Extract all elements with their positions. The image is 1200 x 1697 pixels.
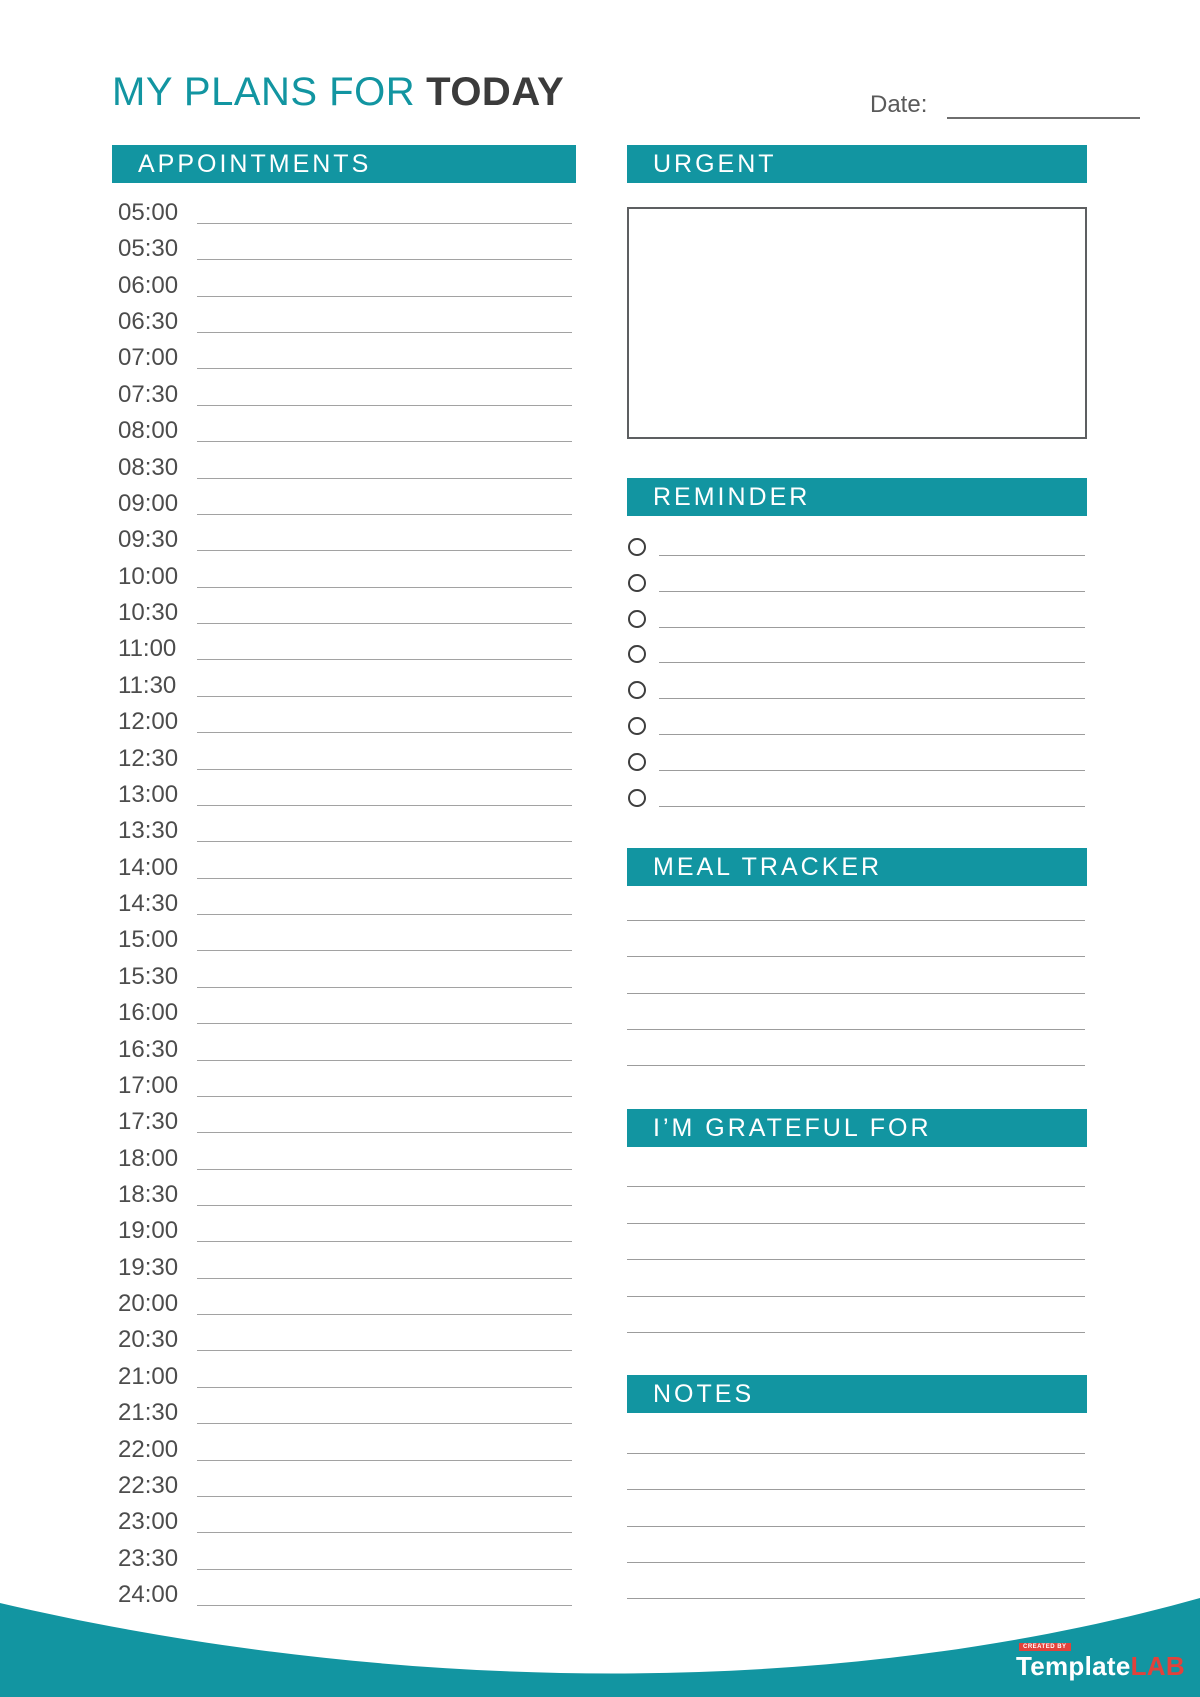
urgent-box[interactable] bbox=[627, 207, 1087, 439]
appointment-row bbox=[112, 1068, 576, 1104]
appointment-row bbox=[112, 1577, 576, 1613]
appointment-row bbox=[112, 886, 576, 922]
time-label: 18:30 bbox=[118, 1180, 179, 1208]
appointment-line[interactable] bbox=[197, 1169, 572, 1170]
time-label: 18:00 bbox=[118, 1144, 179, 1172]
appointment-row bbox=[112, 777, 576, 813]
time-label: 05:00 bbox=[118, 199, 179, 226]
urgent-header: URGENT bbox=[627, 145, 1087, 183]
appointment-line[interactable] bbox=[197, 1278, 572, 1279]
reminder-row bbox=[627, 636, 1087, 672]
reminder-line[interactable] bbox=[659, 734, 1085, 735]
time-label: 10:30 bbox=[118, 599, 179, 627]
appointment-line[interactable] bbox=[197, 1314, 572, 1315]
time-label: 09:30 bbox=[118, 526, 179, 554]
templatelab-logo bbox=[1016, 1636, 1185, 1679]
reminder-line[interactable] bbox=[659, 591, 1085, 592]
appointment-line[interactable] bbox=[197, 259, 572, 260]
time-label: 12:30 bbox=[118, 744, 179, 772]
appointment-row bbox=[112, 1177, 576, 1213]
grateful-line[interactable] bbox=[627, 1259, 1085, 1260]
appointment-line[interactable] bbox=[197, 550, 572, 551]
time-label: 14:00 bbox=[118, 853, 179, 881]
reminder-row bbox=[627, 780, 1087, 816]
reminder-bullet-circle[interactable] bbox=[628, 574, 646, 592]
time-label: 16:00 bbox=[118, 999, 179, 1027]
reminder-bullet-circle[interactable] bbox=[628, 753, 646, 771]
notes-line[interactable] bbox=[627, 1453, 1085, 1454]
reminder-row bbox=[627, 708, 1087, 744]
appointment-row bbox=[112, 631, 576, 667]
appointment-row bbox=[112, 1359, 576, 1395]
time-label: 06:30 bbox=[118, 308, 179, 336]
reminder-header: REMINDER bbox=[627, 478, 1087, 516]
appointment-line[interactable] bbox=[197, 368, 572, 369]
appointment-row bbox=[112, 559, 576, 595]
appointment-line[interactable] bbox=[197, 1460, 572, 1461]
reminder-bullet-circle[interactable] bbox=[628, 645, 646, 663]
appointment-line[interactable] bbox=[197, 1205, 572, 1206]
page-title-bold: TODAY bbox=[426, 70, 565, 114]
reminder-bullet-circle[interactable] bbox=[628, 717, 646, 735]
appointment-line[interactable] bbox=[197, 223, 572, 224]
appointment-row bbox=[112, 1213, 576, 1249]
appointment-row bbox=[112, 741, 576, 777]
time-label: 23:00 bbox=[118, 1508, 179, 1536]
appointment-row bbox=[112, 668, 576, 704]
appointment-line[interactable] bbox=[197, 478, 572, 479]
appointment-row bbox=[112, 1468, 576, 1504]
reminder-line[interactable] bbox=[659, 555, 1085, 556]
appointment-line[interactable] bbox=[197, 1387, 572, 1388]
appointment-row bbox=[112, 704, 576, 740]
appointment-line[interactable] bbox=[197, 623, 572, 624]
time-label: 16:30 bbox=[118, 1035, 179, 1063]
page-title-regular: MY PLANS FOR bbox=[112, 70, 416, 114]
appointment-line[interactable] bbox=[197, 1241, 572, 1242]
appointment-line[interactable] bbox=[197, 1605, 572, 1606]
time-label: 22:30 bbox=[118, 1471, 179, 1499]
appointment-row bbox=[112, 377, 576, 413]
meal-line[interactable] bbox=[627, 1065, 1085, 1066]
time-label: 17:30 bbox=[118, 1108, 179, 1136]
appointment-line[interactable] bbox=[197, 950, 572, 951]
time-label: 09:00 bbox=[118, 489, 179, 517]
appointment-line[interactable] bbox=[197, 841, 572, 842]
time-label: 20:00 bbox=[118, 1290, 179, 1318]
time-label: 08:00 bbox=[118, 417, 179, 445]
appointment-line[interactable] bbox=[197, 732, 572, 733]
time-label: 17:00 bbox=[118, 1071, 179, 1099]
grateful-line[interactable] bbox=[627, 1332, 1085, 1333]
brand-template: Template bbox=[1016, 1651, 1131, 1681]
reminder-row bbox=[627, 565, 1087, 601]
appointment-line[interactable] bbox=[197, 1569, 572, 1570]
time-label: 05:30 bbox=[118, 235, 179, 263]
grateful-line[interactable] bbox=[627, 1186, 1085, 1187]
reminder-row bbox=[627, 529, 1087, 565]
appointment-row bbox=[112, 304, 576, 340]
appointment-row bbox=[112, 922, 576, 958]
time-label: 20:30 bbox=[118, 1326, 179, 1354]
appointment-row bbox=[112, 1395, 576, 1431]
appointment-row bbox=[112, 195, 576, 231]
appointment-row bbox=[112, 1104, 576, 1140]
appointments-header: APPOINTMENTS bbox=[112, 145, 576, 183]
reminder-row bbox=[627, 601, 1087, 637]
brand-text bbox=[1016, 1653, 1185, 1679]
appointment-row bbox=[112, 995, 576, 1031]
appointment-row bbox=[112, 340, 576, 376]
time-label: 19:30 bbox=[118, 1253, 179, 1281]
appointment-row bbox=[112, 1286, 576, 1322]
reminder-line[interactable] bbox=[659, 662, 1085, 663]
appointment-line[interactable] bbox=[197, 296, 572, 297]
reminder-row bbox=[627, 672, 1087, 708]
appointment-row bbox=[112, 1504, 576, 1540]
appointment-line[interactable] bbox=[197, 696, 572, 697]
appointment-row bbox=[112, 268, 576, 304]
time-label: 21:30 bbox=[118, 1399, 179, 1427]
appointment-row bbox=[112, 1541, 576, 1577]
reminder-bullet-circle[interactable] bbox=[628, 681, 646, 699]
reminder-row bbox=[627, 744, 1087, 780]
appointment-line[interactable] bbox=[197, 805, 572, 806]
appointment-line[interactable] bbox=[197, 1496, 572, 1497]
page-title bbox=[112, 70, 564, 115]
appointment-line[interactable] bbox=[197, 1132, 572, 1133]
meal-tracker-header: MEAL TRACKER bbox=[627, 848, 1087, 886]
notes-line[interactable] bbox=[627, 1489, 1085, 1490]
date-input-line[interactable] bbox=[947, 117, 1140, 119]
time-label: 07:30 bbox=[118, 380, 179, 408]
appointment-row bbox=[112, 813, 576, 849]
grateful-header: I’M GRATEFUL FOR bbox=[627, 1109, 1087, 1147]
time-label: 23:30 bbox=[118, 1544, 179, 1572]
notes-line[interactable] bbox=[627, 1598, 1085, 1599]
appointment-line[interactable] bbox=[197, 769, 572, 770]
meal-line[interactable] bbox=[627, 993, 1085, 994]
time-label: 12:00 bbox=[118, 708, 179, 736]
meal-line[interactable] bbox=[627, 1029, 1085, 1030]
time-label: 15:00 bbox=[118, 926, 179, 954]
appointment-row bbox=[112, 522, 576, 558]
time-label: 10:00 bbox=[118, 562, 179, 590]
appointment-line[interactable] bbox=[197, 1096, 572, 1097]
appointment-line[interactable] bbox=[197, 987, 572, 988]
appointment-line[interactable] bbox=[197, 878, 572, 879]
notes-header: NOTES bbox=[627, 1375, 1087, 1413]
notes-line[interactable] bbox=[627, 1562, 1085, 1563]
reminder-bullet-circle[interactable] bbox=[628, 610, 646, 628]
appointment-line[interactable] bbox=[197, 405, 572, 406]
appointment-line[interactable] bbox=[197, 1423, 572, 1424]
time-label: 22:00 bbox=[118, 1435, 179, 1463]
time-label: 24:00 bbox=[118, 1581, 179, 1609]
time-label: 06:00 bbox=[118, 271, 179, 299]
appointment-row bbox=[112, 231, 576, 267]
appointment-line[interactable] bbox=[197, 1532, 572, 1533]
time-label: 08:30 bbox=[118, 453, 179, 481]
reminder-line[interactable] bbox=[659, 698, 1085, 699]
time-label: 11:00 bbox=[118, 635, 177, 663]
appointment-row bbox=[112, 450, 576, 486]
created-by-badge: CREATED BY bbox=[1019, 1643, 1071, 1651]
appointment-line[interactable] bbox=[197, 332, 572, 333]
appointment-line[interactable] bbox=[197, 587, 572, 588]
appointment-row bbox=[112, 595, 576, 631]
reminder-bullet-circle[interactable] bbox=[628, 789, 646, 807]
reminder-line[interactable] bbox=[659, 770, 1085, 771]
appointment-row bbox=[112, 1432, 576, 1468]
time-label: 19:00 bbox=[118, 1217, 179, 1245]
meal-line[interactable] bbox=[627, 920, 1085, 921]
appointment-line[interactable] bbox=[197, 1023, 572, 1024]
time-label: 11:30 bbox=[118, 671, 177, 699]
appointment-row bbox=[112, 959, 576, 995]
appointment-line[interactable] bbox=[197, 1060, 572, 1061]
time-label: 14:30 bbox=[118, 890, 179, 918]
reminder-bullet-circle[interactable] bbox=[628, 538, 646, 556]
date-label: Date: bbox=[870, 91, 928, 118]
appointment-line[interactable] bbox=[197, 1350, 572, 1351]
appointment-row bbox=[112, 1032, 576, 1068]
grateful-line[interactable] bbox=[627, 1296, 1085, 1297]
reminder-line[interactable] bbox=[659, 627, 1085, 628]
appointment-line[interactable] bbox=[197, 659, 572, 660]
appointment-row bbox=[112, 413, 576, 449]
reminder-line[interactable] bbox=[659, 806, 1085, 807]
grateful-line[interactable] bbox=[627, 1223, 1085, 1224]
appointment-line[interactable] bbox=[197, 514, 572, 515]
time-label: 13:00 bbox=[118, 780, 179, 808]
brand-lab: LAB bbox=[1130, 1651, 1185, 1681]
appointment-line[interactable] bbox=[197, 914, 572, 915]
meal-line[interactable] bbox=[627, 956, 1085, 957]
notes-line[interactable] bbox=[627, 1526, 1085, 1527]
time-label: 07:00 bbox=[118, 344, 179, 372]
time-label: 21:00 bbox=[118, 1362, 179, 1390]
appointment-row bbox=[112, 1141, 576, 1177]
appointment-row bbox=[112, 1322, 576, 1358]
appointment-row bbox=[112, 850, 576, 886]
appointment-row bbox=[112, 1250, 576, 1286]
time-label: 13:30 bbox=[118, 817, 179, 845]
appointment-line[interactable] bbox=[197, 441, 572, 442]
appointment-row bbox=[112, 486, 576, 522]
time-label: 15:30 bbox=[118, 962, 179, 990]
